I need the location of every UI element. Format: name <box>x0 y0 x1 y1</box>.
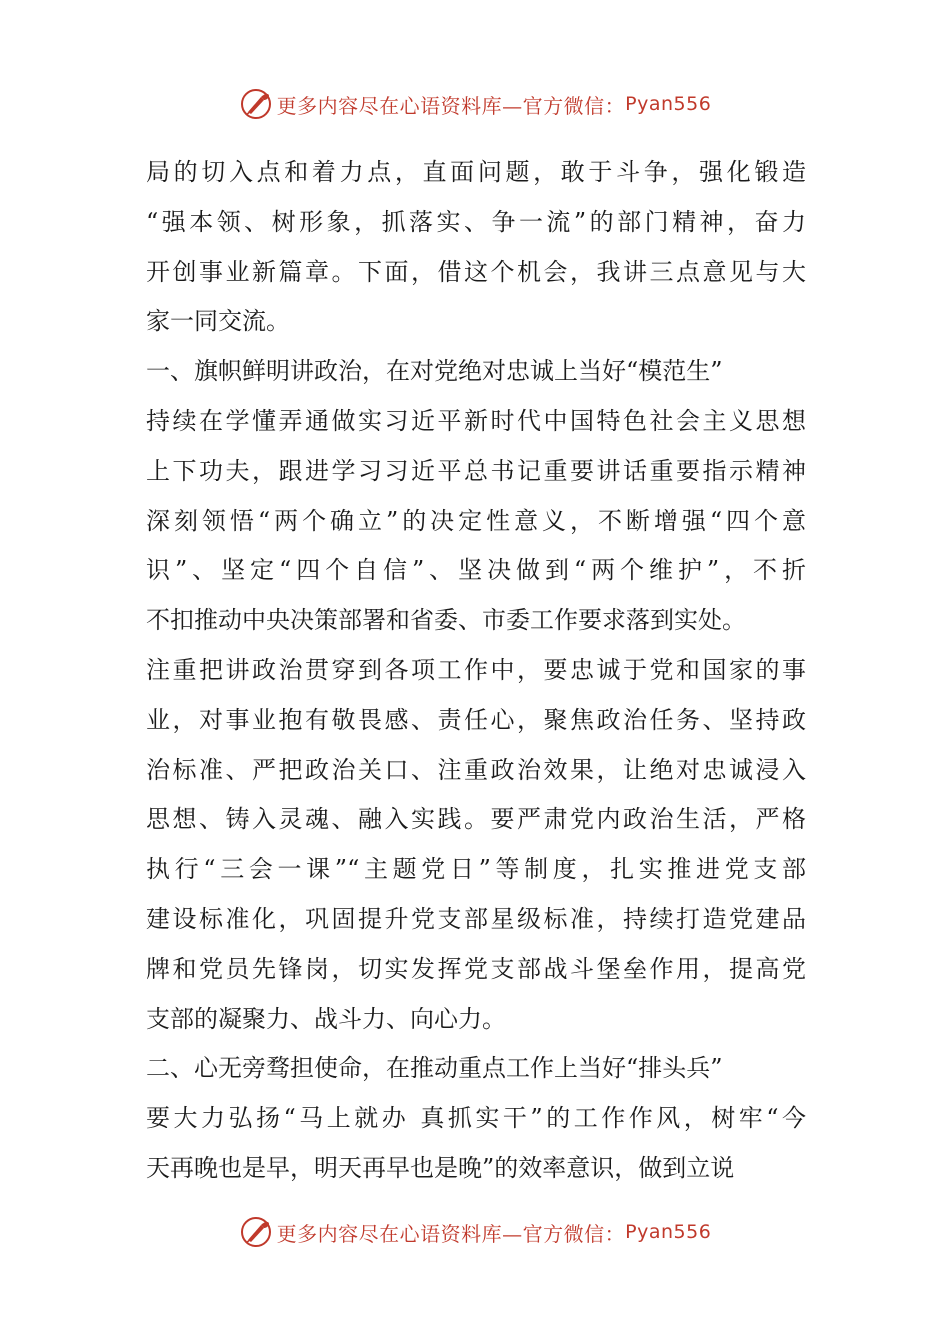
text-line: 思想、铸入灵魂、融入实践。要严肃党内政治生活，严格 <box>146 805 806 834</box>
watermark-id: Pyan556 <box>625 1221 712 1243</box>
paragraph <box>146 148 806 347</box>
header-watermark <box>0 84 950 124</box>
text-line: 天再晚也是早，明天再早也是晚”的效率意识，做到立说 <box>146 1153 735 1182</box>
paragraph <box>146 1044 806 1094</box>
quill-logo-icon <box>239 1215 273 1249</box>
watermark-text: 更多内容尽在心语资料库—官方微信： <box>276 1221 626 1246</box>
text-line: 深刻领悟“两个确立”的决定性意义，不断增强“四个意 <box>146 506 806 535</box>
paragraph <box>146 397 806 646</box>
text-line: 识”、坚定“四个自信”、坚决做到“两个维护”，不折 <box>146 556 806 585</box>
text-line: 建设标准化，巩固提升党支部星级标准，持续打造党建品 <box>146 904 806 933</box>
text-line: 持续在学懂弄通做实习近平新时代中国特色社会主义思想 <box>146 406 806 435</box>
text-line: 要大力弘扬“马上就办 真抓实干”的工作作风，树牢“今 <box>146 1104 806 1133</box>
quill-logo-icon <box>239 87 273 121</box>
text-line: 局的切入点和着力点，直面问题，敢于斗争，强化锻造 <box>146 158 806 186</box>
text-line: 开创事业新篇章。下面，借这个机会，我讲三点意见与大 <box>146 257 806 286</box>
paragraph <box>146 347 806 397</box>
paragraph <box>146 1094 806 1194</box>
document-body <box>146 148 806 1194</box>
watermark-id: Pyan556 <box>625 93 712 115</box>
text-line: 支部的凝聚力、战斗力、向心力。 <box>146 1004 506 1033</box>
text-line: 执行“三会一课”“主题党日”等制度，扎实推进党支部 <box>146 855 806 884</box>
text-line: 不扣推动中央决策部署和省委、市委工作要求落到实处。 <box>146 606 746 635</box>
text-line: 二、心无旁骛担使命，在推动重点工作上当好“排头兵” <box>146 1054 723 1083</box>
text-line: 家一同交流。 <box>146 307 290 336</box>
paragraph <box>146 646 806 1044</box>
text-line: 业，对事业抱有敬畏感、责任心，聚焦政治任务、坚持政 <box>146 705 806 734</box>
watermark-text: 更多内容尽在心语资料库—官方微信： <box>276 93 626 118</box>
text-line: 治标准、严把政治关口、注重政治效果，让绝对忠诚浸入 <box>146 755 806 784</box>
text-line: 上下功夫，跟进学习习近平总书记重要讲话重要指示精神 <box>146 456 806 485</box>
text-line: “强本领、树形象，抓落实、争一流”的部门精神，奋力 <box>146 207 806 236</box>
footer-watermark <box>0 1212 950 1252</box>
text-line: 注重把讲政治贯穿到各项工作中，要忠诚于党和国家的事 <box>146 655 806 684</box>
text-line: 一、旗帜鲜明讲政治，在对党绝对忠诚上当好“模范生” <box>146 357 723 386</box>
text-line: 牌和党员先锋岗，切实发挥党支部战斗堡垒作用，提高党 <box>146 954 806 983</box>
